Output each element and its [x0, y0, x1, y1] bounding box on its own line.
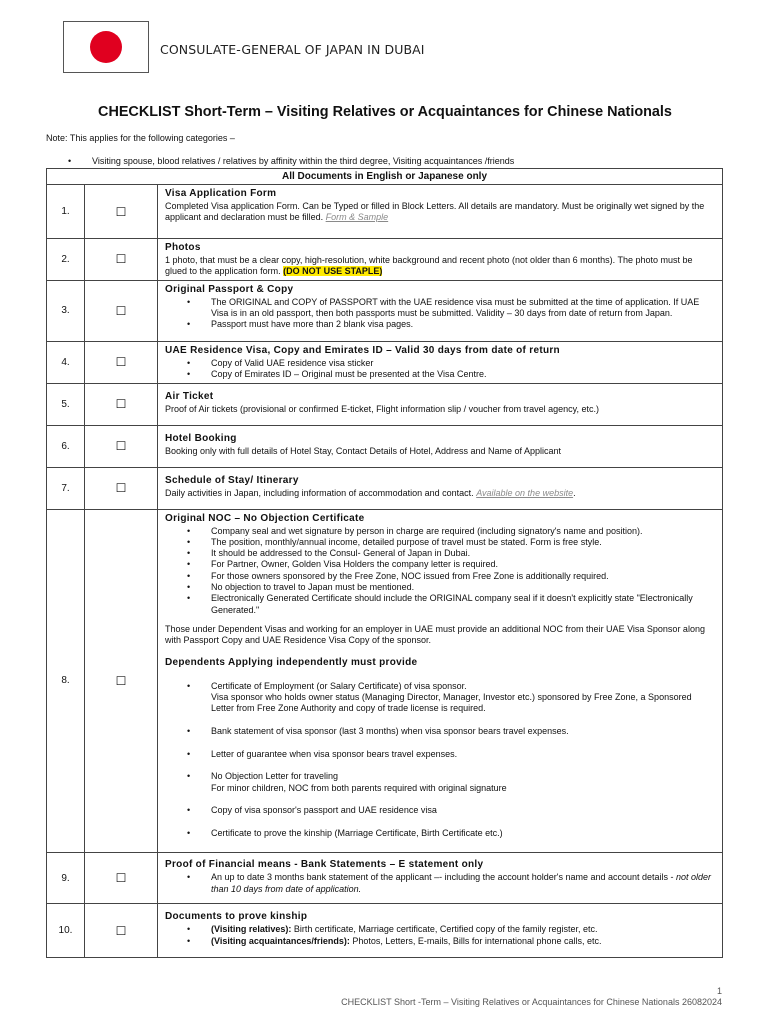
list-item: • No objection to travel to Japan must be mentioned.	[211, 582, 716, 593]
list-item	[211, 936, 716, 947]
item-content	[158, 383, 723, 425]
item-bullets	[165, 526, 716, 616]
item-checkbox[interactable]: ☐	[85, 341, 158, 383]
kinship-label: (Visiting acquaintances/friends):	[211, 935, 350, 946]
checklist-row	[47, 185, 723, 239]
item-checkbox[interactable]: ☐	[85, 853, 158, 904]
item-checkbox[interactable]: ☐	[85, 509, 158, 853]
item-content	[158, 853, 723, 904]
item-content	[158, 509, 723, 853]
item-text: Daily activities in Japan, including information of accommodation and contact.	[165, 487, 474, 498]
staple-warning: (DO NOT USE STAPLE)	[283, 266, 383, 277]
list-item: • The ORIGINAL and COPY of PASSPORT with the UAE residence visa must be submitted at the time of application. If UAE Visa is in an old passport, then both passports must be submitted. Validity – 30 days from date of return from Japan.	[211, 297, 716, 320]
item-title: Visa Application Form	[165, 188, 277, 199]
checklist-row	[47, 383, 723, 425]
item-checkbox[interactable]: ☐	[85, 280, 158, 341]
list-item: • Copy of Valid UAE residence visa sticker	[211, 358, 716, 369]
item-bullets	[165, 924, 716, 947]
item-title: Photos	[165, 242, 201, 253]
list-item: • Electronically Generated Certificate should include the ORIGINAL company seal if it doesn't explicitly state "Electronically Generated."	[211, 593, 716, 616]
kinship-text: Photos, Letters, E-mails, Bills for international phone calls, etc.	[352, 935, 602, 946]
list-item: • Copy of Emirates ID – Original must be presented at the Visa Centre.	[211, 369, 716, 380]
page-number: 1	[716, 986, 722, 996]
list-item: • The position, monthly/annual income, detailed purpose of travel must be stated. Form is free style.	[211, 537, 716, 548]
flag-red-disc	[90, 31, 122, 63]
list-item: • Certificate to prove the kinship (Marriage Certificate, Birth Certificate etc.)	[211, 828, 716, 839]
item-text: Booking only with full details of Hotel Stay, Contact Details of Hotel, Address and Name of Applicant	[165, 445, 562, 456]
item-title: Air Ticket	[165, 390, 214, 402]
item-title: Hotel Booking	[165, 432, 237, 444]
item-number: 1.	[47, 185, 85, 239]
kinship-label: (Visiting relatives):	[211, 924, 292, 935]
item-checkbox[interactable]: ☐	[85, 467, 158, 509]
list-item: • Letter of guarantee when visa sponsor bears travel expenses.	[211, 749, 716, 760]
period: .	[573, 487, 576, 498]
list-item: • Certificate of Employment (or Salary Certificate) of visa sponsor. Visa sponsor who holds owner status (Managing Director, Manager, Investor etc.) sponsored by Free Zone, a Sponsored Letter from Free Zone Authority and copy of trade license is required.	[211, 681, 716, 715]
item-bullets	[165, 297, 716, 331]
list-item: • No Objection Letter for traveling For minor children, NOC from both parents required with original signature	[211, 771, 716, 794]
item-content	[158, 904, 723, 958]
item-text: 1 photo, that must be a clear copy, high-resolution, white background and recent photo (not older than 6 months). The photo must be glued to the application form.	[165, 255, 693, 277]
item-number: 6.	[47, 425, 85, 467]
item-title: Schedule of Stay/ Itinerary	[165, 474, 299, 486]
item-content	[158, 467, 723, 509]
item-bullets	[165, 358, 716, 381]
item-content	[158, 280, 723, 341]
list-item: • For Partner, Owner, Golden Visa Holders the company letter is required.	[211, 559, 716, 570]
item-content	[158, 425, 723, 467]
checklist-row	[47, 904, 723, 958]
list-item: • It should be addressed to the Consul- General of Japan in Dubai.	[211, 548, 716, 559]
checklist-row	[47, 509, 723, 853]
item-number: 10.	[47, 904, 85, 958]
item-subtitle: Dependents Applying independently must provide	[165, 656, 418, 668]
list-item: • Company seal and wet signature by person in charge are required (including signatory's name and position).	[211, 526, 716, 537]
kinship-text: Birth certificate, Marriage certificate, Certified copy of the family register, etc.	[293, 924, 598, 935]
checklist-row	[47, 425, 723, 467]
form-sample-link[interactable]: Form & Sample	[325, 212, 389, 223]
page-footer	[341, 986, 722, 1008]
website-link[interactable]: Available on the website	[476, 487, 574, 498]
item-title: Proof of Financial means - Bank Statements – E statement only	[165, 859, 484, 871]
item-checkbox[interactable]: ☐	[85, 185, 158, 239]
item-checkbox[interactable]: ☐	[85, 425, 158, 467]
item-number: 7.	[47, 467, 85, 509]
footer-text: CHECKLIST Short -Term – Visiting Relatives or Acquaintances for Chinese Nationals 26082024	[341, 997, 722, 1007]
category-text: Visiting spouse, blood relatives / relatives by affinity within the third degree, Visiting acquaintances /friends	[92, 156, 515, 166]
item-title: Documents to prove kinship	[165, 911, 308, 923]
table-header-row	[47, 169, 723, 185]
page-title: CHECKLIST Short-Term – Visiting Relatives or Acquaintances for Chinese Nationals	[98, 104, 672, 120]
category-bullet: • Visiting spouse, blood relatives / relatives by affinity within the third degree, Visiting acquaintances /friends	[68, 156, 515, 166]
table-header: All Documents in English or Japanese only	[47, 169, 723, 185]
item-title: UAE Residence Visa, Copy and Emirates ID – Valid 30 days from date of return	[165, 344, 560, 356]
item-number: 2.	[47, 239, 85, 281]
item-number: 4.	[47, 341, 85, 383]
item-number: 3.	[47, 280, 85, 341]
consulate-name: CONSULATE-GENERAL OF JAPAN IN DUBAI	[160, 42, 425, 57]
bank-statement-text: An up to date 3 months bank statement of the applicant –- including the account holder's name and account details -	[211, 872, 674, 883]
list-item: • For those owners sponsored by the Free Zone, NOC issued from Free Zone is additionally required.	[211, 571, 716, 582]
checklist-row	[47, 341, 723, 383]
item-number: 5.	[47, 383, 85, 425]
item-content	[158, 185, 723, 239]
checklist-row	[47, 467, 723, 509]
item-checkbox[interactable]: ☐	[85, 383, 158, 425]
item-bullets	[165, 872, 716, 895]
item-text: Proof of Air tickets (provisional or confirmed E-ticket, Flight information slip / voucher from travel agency, etc.)	[165, 403, 599, 414]
checklist-row	[47, 239, 723, 281]
item-content	[158, 341, 723, 383]
checklist-table	[46, 168, 723, 958]
item-checkbox[interactable]: ☐	[85, 239, 158, 281]
item-number: 9.	[47, 853, 85, 904]
checklist-row	[47, 280, 723, 341]
item-checkbox[interactable]: ☐	[85, 904, 158, 958]
checklist-row	[47, 853, 723, 904]
item-sub-bullets	[165, 670, 716, 851]
list-item	[211, 872, 716, 895]
list-item: • Bank statement of visa sponsor (last 3 months) when visa sponsor bears travel expenses.	[211, 726, 716, 737]
item-content	[158, 239, 723, 281]
bank-statement-validity: not older than 10 days from date of application.	[211, 872, 712, 894]
list-item	[211, 924, 716, 935]
dependent-visa-paragraph: Those under Dependent Visas and working for an employer in UAE must provide an additional NOC from their UAE Visa Sponsor along with Passport Copy and UAE Residence Visa Copy of the sponsor.	[165, 623, 705, 646]
item-number: 8.	[47, 509, 85, 853]
list-item: • Passport must have more than 2 blank visa pages.	[211, 319, 716, 330]
item-title: Original NOC – No Objection Certificate	[165, 512, 365, 524]
item-text: Completed Visa application Form. Can be Typed or filled in Block Letters. All details are mandatory. Must be originally wet signed by the applicant and declaration must be filled.	[165, 201, 705, 223]
list-item: • Copy of visa sponsor's passport and UAE residence visa	[211, 805, 716, 816]
japan-flag-icon	[63, 21, 149, 73]
categories-note: Note: This applies for the following categories –	[46, 133, 235, 143]
item-title: Original Passport & Copy	[165, 283, 294, 295]
